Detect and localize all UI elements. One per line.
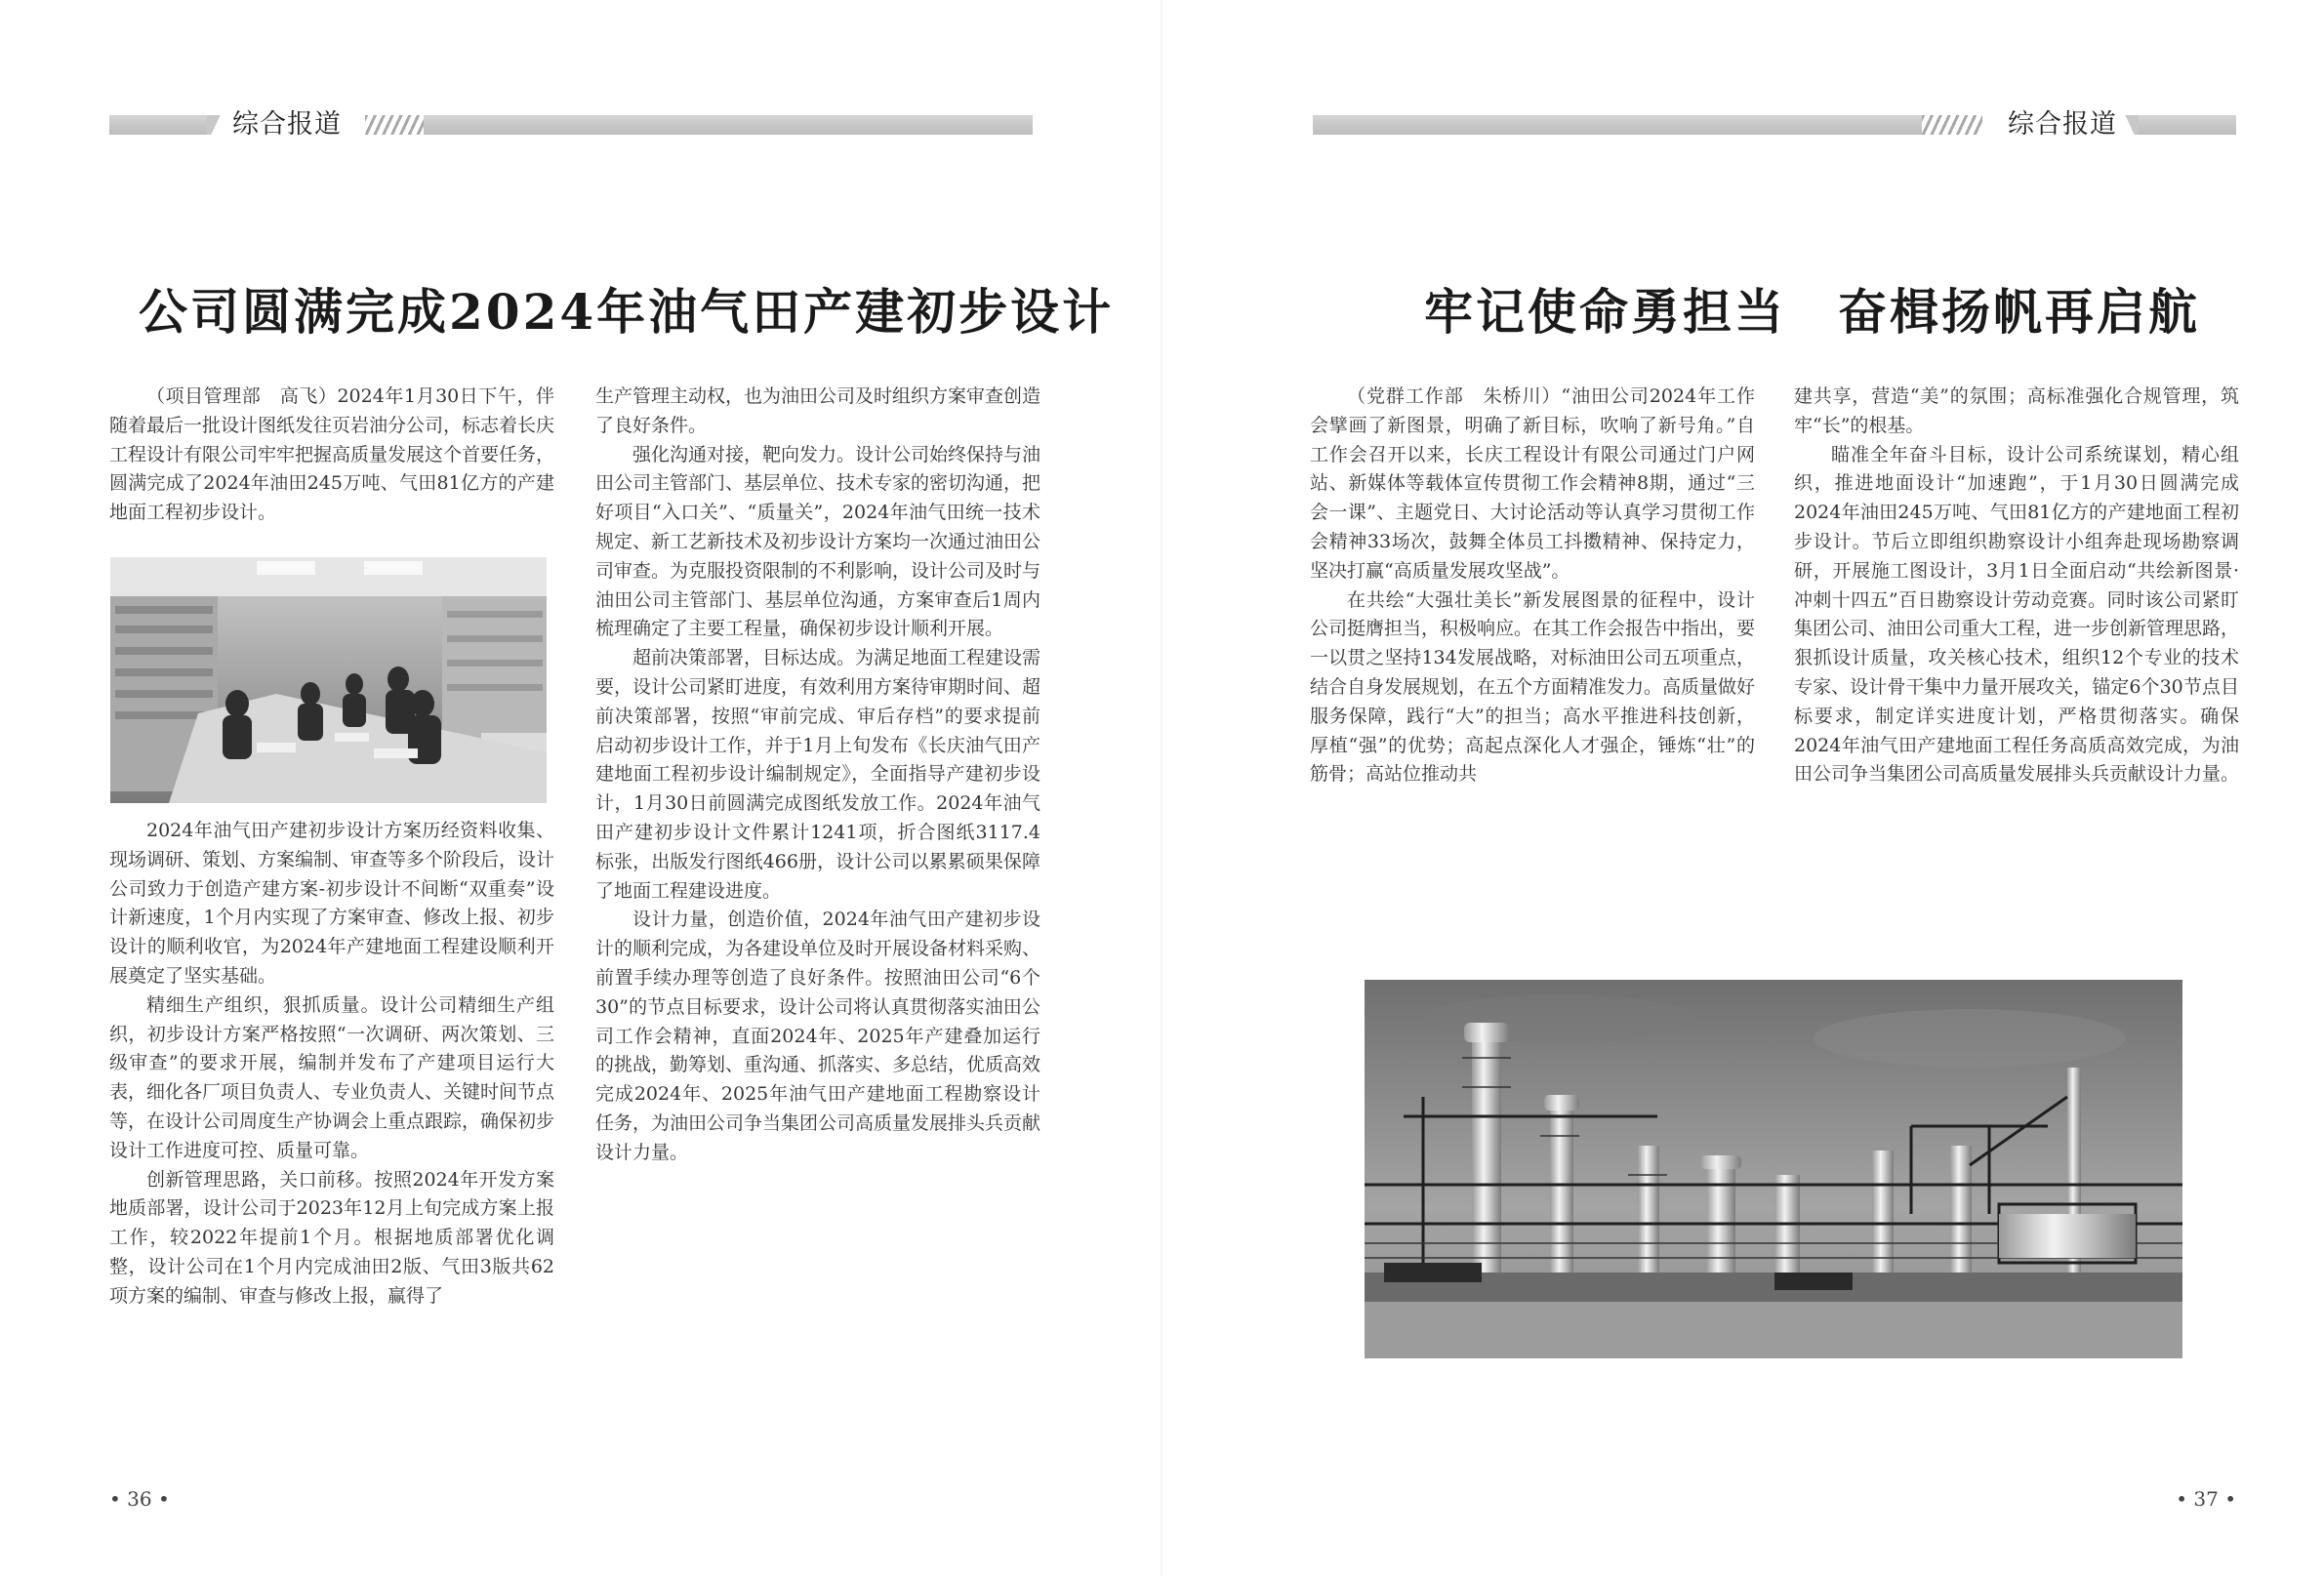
right-col1-para-2: 在共绘“大强壮美长”新发展图景的征程中，设计公司挺膺担当，积极响应。在其工作会报告中指出，要一以贯之坚持134发展战略，对标油田公司五项重点，结合自身发展规划，在五个方面精准发力。高质量做好服务保障，践行“大”的担当；高水平推进科技创新，厚植“强”的优势；高起点深化人才强企，锤炼“壮”的筋骨；高站位推动共: [1310, 588, 1756, 786]
oilfield-facility-photo: [1365, 980, 2182, 1358]
left-col1-para-2: 2024年油气田产建初步设计方案历经资料收集、现场调研、策划、方案编制、审查等多个阶段后，设计公司致力于创造产建方案-初步设计不间断“双重奏”设计新速度，1个月内实现了方案审查、修改上报、初步设计的顺利收官，为2024年产建地面工程建设顺利开展奠定了坚实基础。: [109, 819, 555, 987]
right-article-title: 牢记使命勇担当 奋楫扬帆再启航: [1424, 283, 2200, 341]
right-col1-para-1: （党群工作部 朱桥川）“油田公司2024年工作会擘画了新图景，明确了新目标，吹响了新号角。”自工作会召开以来，长庆工程设计有限公司通过门户网站、新媒体等载体宣传贯彻工作会精神8期，通过“三会一课”、主题党日、大讨论活动等认真学习贯彻工作会精神33场次，鼓舞全体员工抖擞精神、保持定力，坚决打赢“高质量发展攻坚战”。: [1310, 385, 1755, 582]
left-section-label: 综合报道: [232, 109, 342, 140]
right-page: [1162, 0, 2324, 1576]
left-col2-para-4: 设计力量，创造价值，2024年油气田产建初步设计的顺利完成，为各建设单位及时开展设备材料采购、前置手续办理等创造了良好条件。按照油田公司“6个30”的节点目标要求，设计公司将认真贯彻落实油田公司工作会精神，直面2024年、2025年产建叠加运行的挑战，勤筹划、重沟通、抓落实、多总结，优质高效完成2024年、2025年油气田产建地面工程勘察设计任务，为油田公司争当集团公司高质量发展排头兵贡献设计力量。: [595, 909, 1041, 1163]
right-col2-para-1: 建共享，营造“美”的氛围；高标准强化合规管理，筑牢“长”的根基。: [1794, 385, 2239, 436]
right-section-header: [1313, 111, 2236, 139]
left-col-1: [109, 383, 554, 1312]
left-article-title: 公司圆满完成2024年油气田产建初步设计: [139, 283, 1115, 341]
office-meeting-photo: [110, 557, 547, 803]
left-col2-para-3: 超前决策部署，目标达成。为满足地面工程建设需要，设计公司紧盯进度，有效利用方案待审期时间、超前决策部署，按照“审前完成、审后存档”的要求提前启动初步设计工作，并于1月上旬发布《长庆油气田产建地面工程初步设计编制规定》，全面指导产建初步设计，1月30日前圆满完成图纸发放工作。2024年油气田产建初步设计文件累计1241项，折合图纸3117.4标张，出版发行图纸466册，设计公司以累累硕果保障了地面工程建设进度。: [595, 647, 1041, 902]
left-col1-para-1: （项目管理部 高飞）2024年1月30日下午，伴随着最后一批设计图纸发往页岩油分公司，标志着长庆工程设计有限公司牢牢把握高质量发展这个首要任务，圆满完成了2024年油田245万吨、气田81亿方的产建地面工程初步设计。: [109, 385, 555, 524]
left-col2-para-2: 强化沟通对接，靶向发力。设计公司始终保持与油田公司主管部门、基层单位、技术专家的密切沟通，把好项目“入口关”、“质量关”，2024年油气田统一技术规定、新工艺新技术及初步设计方案均一次通过油田公司审查。为克服投资限制的不利影响，设计公司及时与油田公司主管部门、基层单位沟通，方案审查后1周内梳理确定了主要工程量，确保初步设计顺利开展。: [595, 443, 1041, 640]
left-col2-para-1: 生产管理主动权，也为油田公司及时组织方案审查创造了良好条件。: [595, 385, 1041, 436]
left-section-header: [109, 111, 1033, 139]
right-section-label: 综合报道: [2008, 109, 2117, 140]
right-col-1: [1310, 383, 1755, 789]
right-page-number: • 37 •: [2176, 1487, 2236, 1511]
left-col1-para-4: 创新管理思路，关口前移。按照2024年开发方案地质部署，设计公司于2023年12月上旬完成方案上报工作，较2022年提前1个月。根据地质部署优化调整，设计公司在1个月内完成油田2版、气田3版共62项方案的编制、审查与修改上报，赢得了: [109, 1168, 554, 1307]
left-page-number: • 36 •: [109, 1487, 170, 1511]
right-col2-para-2: 瞄准全年奋斗目标，设计公司系统谋划，精心组织，推进地面设计“加速跑”，于1月30日圆满完成2024年油田245万吨、气田81亿方的产建地面工程初步设计。节后立即组织勘察设计小组奔赴现场勘察调研，开展施工图设计，3月1日全面启动“共绘新图景·冲刺十四五”百日勘察设计劳动竞赛。同时该公司紧盯集团公司、油田公司重大工程，进一步创新管理思路，狠抓设计质量，攻关核心技术，组织12个专业的技术专家、设计骨干集中力量开展攻关，锚定6个30节点目标要求，制定详实进度计划，严格贯彻落实。确保2024年油气田产建地面工程任务高质高效完成，为油田公司争当集团公司高质量发展排头兵贡献设计力量。: [1794, 443, 2240, 786]
left-col-2: [595, 383, 1040, 1168]
left-col1-para-3: 精细生产组织，狠抓质量。设计公司精细生产组织，初步设计方案严格按照“一次调研、两次策划、三级审查”的要求开展，编制并发布了产建项目运行大表，细化各厂项目负责人、专业负责人、关键时间节点等，在设计公司周度生产协调会上重点跟踪，确保初步设计工作进度可控、质量可靠。: [109, 993, 555, 1161]
right-col-2: [1794, 383, 2239, 789]
